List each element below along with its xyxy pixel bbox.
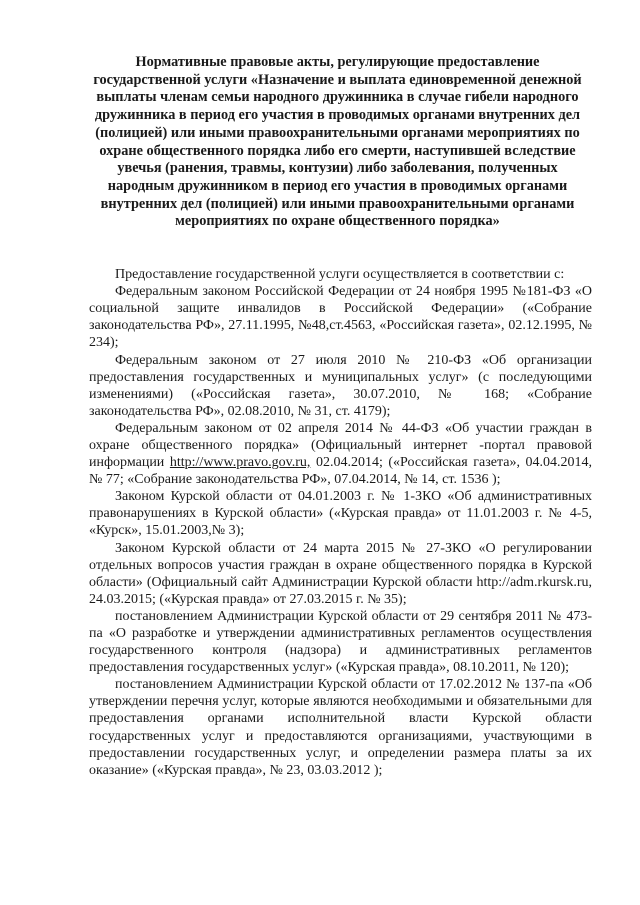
law-item-5: Законом Курской области от 24 марта 2015 № 27-ЗКО «О регулировании отдельных вопросов участия граждан в охране общественного порядка в Курской области» (Официальный сайт Администрации Курской области http://adm.rkursk.ru, 24.03.2015; («Курская правда» от 27.03.2015 г. № 35); <box>89 540 592 607</box>
law-item-3-tail: 02.04.2014; («Российская газета», 04.04.2014, № 77; «Собрание законодательства РФ», 07.04.2014, № 14, ст. 1536 ); <box>89 455 593 488</box>
law-item-3-text: Федеральным законом от 02 апреля 2014 № 44-ФЗ «Об участии граждан в охране общественного порядка» (Официальный интернет -портал правовой информации <box>89 420 592 471</box>
pravo-gov-link[interactable]: http://www.pravo.gov.ru, <box>169 455 311 471</box>
intro-text: Предоставление государственной услуги осуществляется в соответствии с: <box>115 267 565 283</box>
law-item-6: постановлением Администрации Курской области от 29 сентября 2011 № 473-па «О разработке и утверждении административных регламентов осуществления государственного контроля (надзора) и административных регламентов предоставления государственных услуг» («Курская правда», 08.10.2011, № 120); <box>89 608 592 676</box>
document-title: Нормативные правовые акты, регулирующие предоставление государственной услуги «Назначение и выплата единовременной денежной выплаты членам семьи народного дружинника в случае гибели народного дружинника в период его участия в проводимых органами внутренних дел (полицией) или иными правоохранительными органами мероприятиях по охране общественного порядка либо его смерти, наступившей вследствие увечья (ранения, травмы, контузии) либо заболевания, полученных народным дружинником в период его участия в проводимых органами внутренних дел (полицией) или иными правоохранительными органами мероприятиях по охране общественного порядка» <box>93 54 582 230</box>
law-item-1: Федеральным законом Российской Федерации от 24 ноября 1995 №181-ФЗ «О социальной защите инвалидов в Российской Федерации» («Собрание законодательства РФ», 27.11.1995, №48,ст.4563, «Российская газета», 02.12.1995, № 234); <box>89 284 592 351</box>
law-item-2: Федеральным законом от 27 июля 2010 № 210-ФЗ «Об организации предоставления государственных и муниципальных услуг» (с последующими изменениями) («Российская газета», 30.07.2010, № 168; «Собрание законодательства РФ», 02.08.2010, № 31, ст. 4179); <box>89 352 592 419</box>
intro-paragraph <box>89 266 592 283</box>
law-item-3 <box>89 420 592 488</box>
law-item-7: постановлением Администрации Курской области от 17.02.2012 № 137-па «Об утверждении перечня услуг, которые являются необходимыми и обязательными для предоставления органами исполнительной власти Курской области государственных услуг и предоставляются организациями, участвующими в предоставлении государственных услуг, и определении размера платы за их оказание» («Курская правда», № 23, 03.03.2012 ); <box>89 677 592 778</box>
law-item-4: Законом Курской области от 04.01.2003 г. № 1-ЗКО «Об административных правонарушениях в Курской области» («Курская правда» от 11.01.2003 г. № 4-5, «Курск», 15.01.2003,№ 3); <box>89 489 592 539</box>
document-body <box>89 266 592 779</box>
